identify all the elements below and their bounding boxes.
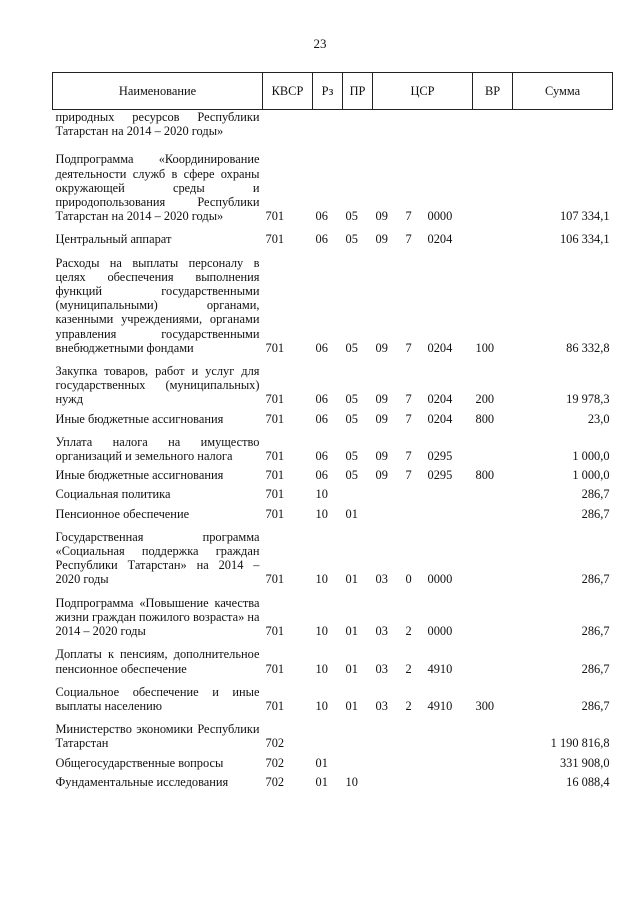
cell-csr3: 0204 [427, 340, 453, 355]
table-row [53, 502, 613, 521]
cell-csr2: 7 [405, 411, 412, 426]
cell-vr [473, 223, 513, 246]
table-row [53, 355, 613, 407]
cell-csr3: 0204 [427, 411, 453, 426]
cell-csr3 [425, 502, 473, 521]
cell-rz: 06 [315, 411, 328, 426]
cell-sum [513, 110, 613, 139]
cell-vr: 800 [475, 468, 495, 483]
cell-csr1: 03 [375, 572, 388, 587]
cell-rz: 06 [315, 232, 328, 247]
cell-vr: 200 [475, 392, 495, 407]
cell-vr: 300 [475, 698, 495, 713]
cell-sum: 86 332,8 [566, 340, 610, 355]
cell-csr2 [403, 713, 425, 750]
cell-rz: 10 [315, 572, 328, 587]
cell-pr [343, 713, 373, 750]
cell-rz [313, 713, 343, 750]
table-row [53, 426, 613, 463]
cell-csr2 [403, 482, 425, 501]
cell-kvsr: 702 [265, 755, 285, 770]
cell-csr1: 09 [375, 449, 388, 464]
cell-csr2: 7 [405, 340, 412, 355]
cell-rz: 06 [315, 468, 328, 483]
cell-csr3 [425, 751, 473, 770]
cell-pr: 01 [345, 624, 358, 639]
cell-csr2 [403, 770, 425, 789]
cell-kvsr: 701 [265, 572, 285, 587]
cell-rz [313, 110, 343, 139]
cell-sum: 16 088,4 [566, 774, 610, 789]
cell-kvsr: 702 [265, 774, 285, 789]
cell-sum: 19 978,3 [566, 392, 610, 407]
cell-name: Расходы на выплаты персоналу в целях обеспечения выполнения функций государственными (муниципальными) органами, казенными учреждениями, органами управления государственными внебюджетными фондами [55, 255, 260, 355]
cell-pr [343, 482, 373, 501]
cell-csr3: 0295 [427, 449, 453, 464]
cell-name: Доплаты к пенсиям, дополнительное пенсионное обеспечение [55, 647, 260, 676]
cell-kvsr: 702 [265, 736, 285, 751]
budget-table [52, 72, 613, 789]
table-header [53, 73, 613, 110]
cell-vr [473, 502, 513, 521]
cell-csr1 [373, 110, 403, 139]
cell-name: Иные бюджетные ассигнования [55, 411, 224, 426]
cell-kvsr: 701 [265, 468, 285, 483]
cell-vr [473, 426, 513, 463]
cell-name: Подпрограмма «Координирование деятельности служб в сфере охраны окружающей среды и природопользования Республики Татарстан на 2014 – 2020 годы» [55, 152, 260, 224]
cell-name: Фундаментальные исследования [55, 774, 229, 789]
table-row [53, 751, 613, 770]
cell-csr1: 03 [375, 698, 388, 713]
cell-sum: 286,7 [581, 487, 610, 502]
cell-csr3: 4910 [427, 698, 453, 713]
cell-name: Подпрограмма «Повышение качества жизни граждан пожилого возраста» на 2014 – 2020 годы [55, 595, 260, 639]
cell-kvsr: 701 [265, 487, 285, 502]
cell-name: Пенсионное обеспечение [55, 506, 190, 521]
cell-name: природных ресурсов Республики Татарстан на 2014 – 2020 годы» [55, 110, 260, 139]
cell-csr1: 03 [375, 624, 388, 639]
cell-name: Социальная политика [55, 487, 171, 502]
cell-rz: 06 [315, 209, 328, 224]
cell-csr1: 09 [375, 411, 388, 426]
cell-vr: 800 [475, 411, 495, 426]
cell-csr3: 0000 [427, 624, 453, 639]
cell-kvsr: 701 [265, 340, 285, 355]
cell-csr3: 4910 [427, 661, 453, 676]
cell-vr [473, 751, 513, 770]
cell-csr1: 09 [375, 209, 388, 224]
cell-pr: 05 [345, 411, 358, 426]
cell-csr2: 2 [405, 698, 412, 713]
cell-vr: 100 [475, 340, 495, 355]
cell-name: Закупка товаров, работ и услуг для государственных (муниципальных) нужд [55, 364, 260, 407]
cell-rz: 01 [315, 755, 328, 770]
cell-csr2: 2 [405, 624, 412, 639]
cell-kvsr: 701 [265, 506, 285, 521]
cell-sum: 286,7 [581, 572, 610, 587]
cell-vr [473, 587, 513, 639]
cell-sum: 286,7 [581, 698, 610, 713]
cell-sum: 107 334,1 [559, 209, 610, 224]
cell-sum: 1 190 816,8 [550, 736, 610, 751]
cell-csr2: 7 [405, 392, 412, 407]
cell-name: Социальное обеспечение и иные выплаты населению [55, 684, 260, 713]
cell-csr2 [403, 110, 425, 139]
cell-vr [473, 110, 513, 139]
cell-sum: 106 334,1 [559, 232, 610, 247]
table-row [53, 676, 613, 713]
cell-pr: 05 [345, 209, 358, 224]
cell-pr: 01 [345, 661, 358, 676]
cell-name: Иные бюджетные ассигнования [55, 468, 224, 483]
cell-kvsr: 701 [265, 232, 285, 247]
cell-csr3: 0000 [427, 209, 453, 224]
cell-csr3: 0204 [427, 232, 453, 247]
cell-csr2: 2 [405, 661, 412, 676]
cell-csr1 [373, 713, 403, 750]
table-row [53, 223, 613, 246]
cell-rz: 06 [315, 340, 328, 355]
cell-pr: 10 [345, 774, 358, 789]
cell-name: Уплата налога на имущество организаций и земельного налога [55, 434, 260, 464]
cell-pr: 05 [345, 468, 358, 483]
cell-csr3 [425, 713, 473, 750]
cell-csr3 [425, 482, 473, 501]
cell-kvsr [263, 110, 313, 139]
cell-csr3: 0000 [427, 572, 453, 587]
cell-pr [343, 110, 373, 139]
cell-sum: 1 000,0 [572, 449, 610, 464]
cell-rz: 10 [315, 698, 328, 713]
cell-kvsr: 701 [265, 698, 285, 713]
cell-kvsr: 701 [265, 661, 285, 676]
cell-csr1: 09 [375, 392, 388, 407]
header-csr: ЦСР [373, 73, 473, 110]
cell-csr1: 09 [375, 340, 388, 355]
table-row [53, 407, 613, 426]
cell-csr1: 09 [375, 232, 388, 247]
cell-rz: 06 [315, 449, 328, 464]
cell-kvsr: 701 [265, 392, 285, 407]
cell-name: Общегосударственные вопросы [55, 755, 224, 770]
cell-rz: 06 [315, 392, 328, 407]
header-vr: ВР [473, 73, 513, 110]
cell-vr [473, 138, 513, 223]
cell-pr: 05 [345, 232, 358, 247]
cell-pr: 01 [345, 506, 358, 521]
header-pr: ПР [343, 73, 373, 110]
cell-csr3: 0204 [427, 392, 453, 407]
cell-sum: 286,7 [581, 506, 610, 521]
table-row [53, 247, 613, 355]
cell-name: Центральный аппарат [55, 232, 172, 247]
header-rz: Рз [313, 73, 343, 110]
table-row [53, 482, 613, 501]
cell-csr2: 7 [405, 468, 412, 483]
cell-kvsr: 701 [265, 624, 285, 639]
cell-rz: 10 [315, 506, 328, 521]
cell-csr1 [373, 770, 403, 789]
table-body [53, 110, 613, 789]
table-row [53, 463, 613, 482]
header-name: Наименование [53, 73, 263, 110]
cell-csr2: 7 [405, 209, 412, 224]
table-row [53, 713, 613, 750]
cell-kvsr: 701 [265, 411, 285, 426]
header-kvsr: КВСР [263, 73, 313, 110]
cell-name: Государственная программа «Социальная поддержка граждан Республики Татарстан» на 2014 – 2020 годы [55, 529, 260, 587]
cell-sum: 331 908,0 [559, 755, 610, 770]
cell-csr2 [403, 751, 425, 770]
cell-pr: 01 [345, 572, 358, 587]
cell-csr3: 0295 [427, 468, 453, 483]
cell-csr2: 0 [405, 572, 412, 587]
cell-pr: 05 [345, 449, 358, 464]
cell-pr: 05 [345, 340, 358, 355]
cell-csr2: 7 [405, 449, 412, 464]
table-row [53, 638, 613, 675]
cell-csr1 [373, 502, 403, 521]
cell-kvsr: 701 [265, 449, 285, 464]
cell-csr3 [425, 110, 473, 139]
cell-sum: 286,7 [581, 624, 610, 639]
cell-csr2: 7 [405, 232, 412, 247]
cell-sum: 1 000,0 [572, 468, 610, 483]
cell-vr [473, 482, 513, 501]
cell-csr1 [373, 751, 403, 770]
cell-vr [473, 638, 513, 675]
cell-csr1: 03 [375, 661, 388, 676]
table-row [53, 587, 613, 639]
cell-pr: 05 [345, 392, 358, 407]
cell-sum: 286,7 [581, 661, 610, 676]
cell-vr [473, 770, 513, 789]
cell-pr: 01 [345, 698, 358, 713]
cell-rz: 10 [315, 661, 328, 676]
cell-name: Министерство экономики Республики Татарстан [55, 722, 260, 751]
cell-csr1 [373, 482, 403, 501]
cell-csr1: 09 [375, 468, 388, 483]
cell-sum: 23,0 [587, 411, 610, 426]
cell-csr3 [425, 770, 473, 789]
cell-rz: 10 [315, 624, 328, 639]
page-number: 23 [313, 36, 327, 51]
table-row [53, 110, 613, 139]
table-row [53, 521, 613, 587]
cell-kvsr: 701 [265, 209, 285, 224]
header-sum: Сумма [513, 73, 613, 110]
cell-pr [343, 751, 373, 770]
cell-vr [473, 521, 513, 587]
table-row [53, 770, 613, 789]
cell-vr [473, 713, 513, 750]
cell-rz: 10 [315, 487, 328, 502]
table-row [53, 138, 613, 223]
cell-csr2 [403, 502, 425, 521]
cell-rz: 01 [315, 774, 328, 789]
